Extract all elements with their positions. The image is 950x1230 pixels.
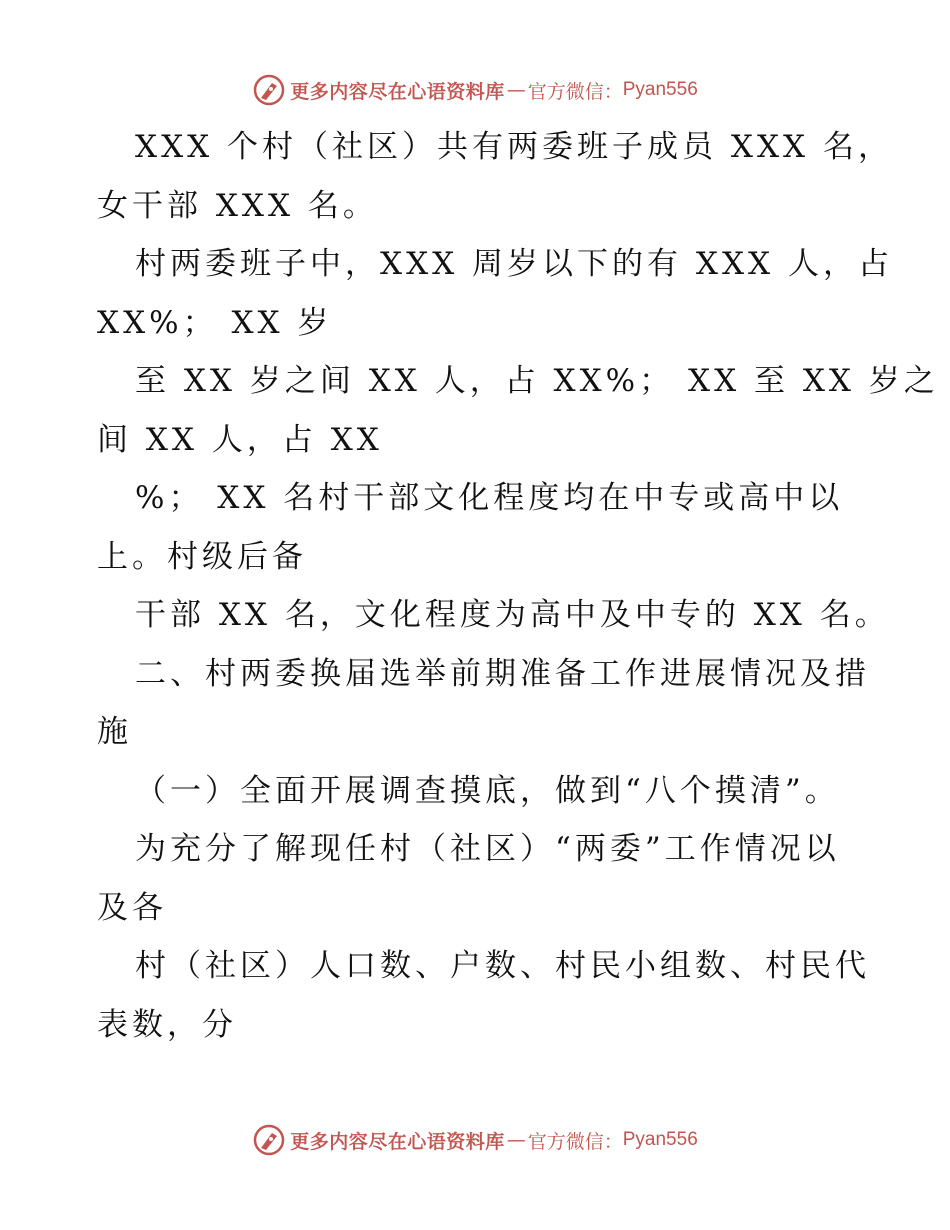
text-line: 女干部 XXX 名。: [97, 187, 378, 224]
text-line: 及各: [97, 889, 167, 926]
section-heading: 二、村两委换届选举前期准备工作进展情况及措: [135, 655, 870, 692]
text-line: XXX 个村（社区）共有两委班子成员 XXX 名，: [135, 129, 893, 165]
text-line: XX%； XX 岁: [97, 304, 333, 341]
text-line: 村（社区）人口数、户数、村民小组数、村民代: [135, 948, 870, 984]
watermark-text: 更多内容尽在心语资料库: [290, 1130, 505, 1153]
text-line: 村两委班子中，XXX 周岁以下的有 XXX 人，占: [135, 246, 893, 282]
watermark-label: 官方微信：: [527, 1130, 623, 1153]
watermark-label: 官方微信：: [527, 80, 623, 103]
text-line: 为充分了解现任村（社区）“两委”工作情况以: [135, 831, 840, 867]
document-body: [97, 118, 939, 1054]
watermark-separator: —: [506, 1129, 526, 1151]
section-heading-continuation: 施: [97, 714, 132, 750]
watermark-separator: —: [506, 79, 526, 101]
subsection-heading: （一）全面开展调查摸底，做到“八个摸清”。: [135, 772, 840, 809]
text-line: 间 XX 人，占 XX: [97, 421, 383, 458]
footer-watermark: [0, 1120, 950, 1160]
text-line: 上。村级后备: [97, 538, 307, 575]
watermark-text: 更多内容尽在心语资料库: [290, 80, 505, 103]
text-line: 表数，分: [97, 1006, 237, 1043]
text-line: 干部 XX 名，文化程度为高中及中专的 XX 名。: [135, 597, 890, 633]
header-watermark: [0, 70, 950, 110]
pen-nib-logo-icon: [252, 73, 286, 107]
text-line: %； XX 名村干部文化程度均在中专或高中以: [135, 480, 844, 516]
watermark-handle: Pyan556: [622, 79, 698, 100]
pen-nib-logo-icon: [252, 1123, 286, 1157]
watermark-handle: Pyan556: [622, 1129, 698, 1150]
text-line: 至 XX 岁之间 XX 人，占 XX%； XX 至 XX 岁之: [135, 363, 939, 399]
